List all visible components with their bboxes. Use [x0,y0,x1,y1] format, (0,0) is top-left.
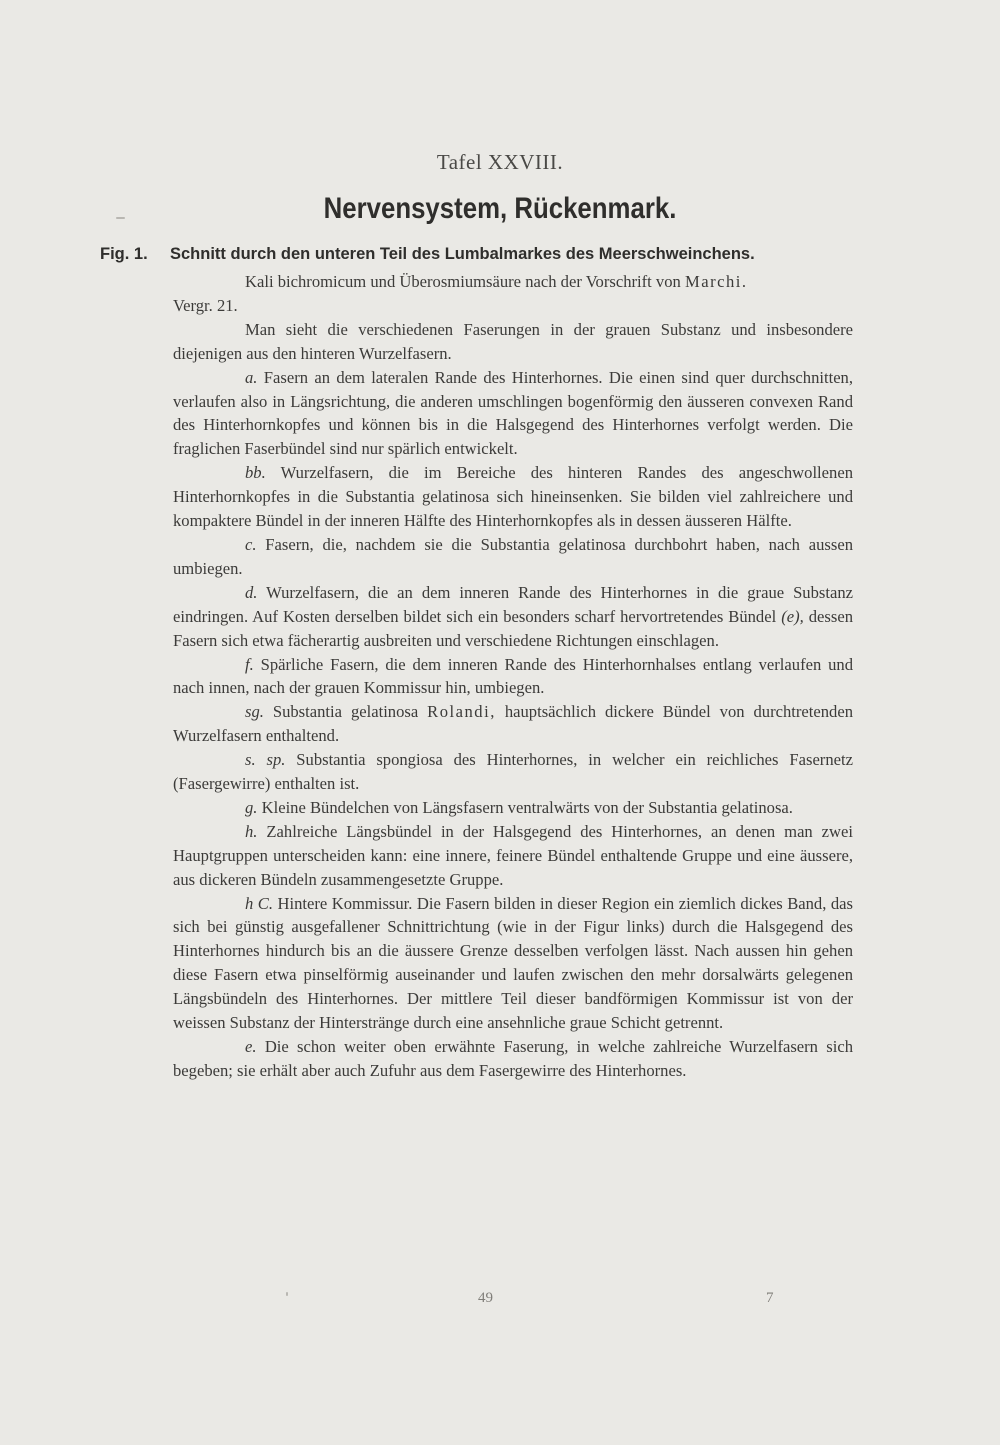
item-label: c. [245,534,257,554]
item-sg [173,700,853,748]
item-text: Spärliche Fasern, die dem inneren Rande des Hinterhornhalses entlang verlaufen und nach innen, nach der grauen Kommissur hin, umbiegen. [173,654,854,698]
plate-heading: Tafel XXVIII. [436,150,564,174]
item-bb [173,461,853,533]
item-label: g. [245,797,258,817]
figure-caption-line [100,245,860,264]
figure-caption: Schnitt durch den unteren Teil des Lumbalmarkes des Meerschweinchens. [170,245,755,263]
item-text: Substantia gelatinosa [272,702,419,722]
item-hC [173,892,853,1035]
item-e [173,1035,853,1083]
item-label: e. [245,1037,257,1056]
page-number: 49 [478,1290,493,1306]
item-text: Kleine Bündelchen von Längsfasern ventralwärts von der Substantia gelatinosa. [261,797,793,817]
item-f [173,653,853,701]
figure-number: Fig. 1. [100,245,148,263]
item-d [173,581,853,653]
item-text: Fasern an dem lateralen Rande des Hinterhornes. Die einen sind quer durchschnitten, verlaufen also in Längsrichtung, die anderen umschlingen bogenförmig den äusseren convexen Rand des Hinterhornkopfes und können bis in die Halsgegend des Hinterhornes verfolgt werden. Die fraglichen Faserbündel sind nur spärlich entwickelt. [173,367,854,459]
item-label: h C. [245,893,273,913]
item-label: bb. [245,463,266,483]
item-text: dessen Fasern sich etwa fächerartig ausbreiten und verschiedene Richtungen einschlagen. [173,606,853,650]
intro-paragraph: Man sieht die verschiedenen Faserungen in der grauen Substanz und insbesondere diejenigen aus den hinteren Wurzelfasern. [173,319,853,363]
item-c [173,533,853,581]
inline-label: (e), [781,606,804,626]
author-name: Marchi. [684,272,748,291]
item-text: Fasern, die, nachdem sie die Substantia gelatinosa durchbohrt haben, nach aussen umbiegen. [173,534,853,578]
item-h [173,820,853,892]
item-text: Wurzelfasern, die im Bereiche des hinteren Randes des angeschwollenen Hinterhornkopfes in die Substantia gelatinosa sich hineinsenken. Sie bilden viel zahlreichere und kompaktere Bündel in der inneren Hälfte des Hinterhornkopfes als in dessen äusseren Hälfte. [173,463,853,531]
item-label: a. [245,367,258,387]
item-ssp [173,748,853,796]
item-text: Hintere Kommissur. Die Fasern bilden in dieser Region ein ziemlich dickes Band, das sich bei günstig ausgefallener Schnittrichtung (wie in der Figur links) durch die Halsgegend des Hinterhornes hindurch bis an die äussere Grenze desselben verfolgen lässt. Nach aussen hin gehen diese Fasern etwa pinselförmig auseinander und laufen zwischen den mehr dorsalwärts gelegenen Längsbündeln des Hinterhornes. Der mittlere Teil dieser bandförmigen Kommissur ist von der weissen Substanz der Hinterstränge durch eine ansehnliche graue Schicht getrennt. [173,893,853,1033]
item-label: d. [245,582,258,602]
page-footer [0,1290,1000,1310]
author-name: Rolandi, [427,702,496,722]
item-label: s. sp. [245,750,286,770]
item-text: Substantia spongiosa des Hinterhornes, in welcher ein reichliches Fasernetz (Fasergewirre) enthalten ist. [173,750,853,794]
body-text [173,270,853,1083]
method-paragraph [173,270,853,294]
item-label: f. [245,654,254,674]
item-text: Die schon weiter oben erwähnte Faserung, in welche zahlreiche Wurzelfasern sich begeben; sie erhält aber auch Zufuhr aus dem Fasergewirre des Hinterhornes. [173,1037,853,1080]
signature-mark: 7 [766,1290,774,1306]
item-text: Wurzelfasern, die an dem inneren Rande des Hinterhornes in die graue Substanz eindringen. Auf Kosten derselben bildet sich ein besonders scharf hervortretendes Bündel [173,582,853,626]
magnification: Vergr. 21. [173,295,238,315]
item-a [173,366,853,462]
method-text: Kali bichromicum und Überosmiumsäure nach der Vorschrift von [245,272,681,291]
item-g [173,796,853,820]
item-text: hauptsächlich dickere Bündel von durchtretenden Wurzelfasern enthaltend. [173,702,853,746]
item-text: Zahlreiche Längsbündel in der Halsgegend des Hinterhornes, an denen man zwei Hauptgruppen unterscheiden kann: eine innere, feinere Bündel enthaltende Gruppe und eine äussere, aus dickeren Bündeln zusammengesetzte Gruppe. [173,821,854,889]
item-label: h. [245,821,258,841]
page-title: Nervensystem, Rückenmark. [323,192,677,225]
item-label: sg. [245,702,264,722]
